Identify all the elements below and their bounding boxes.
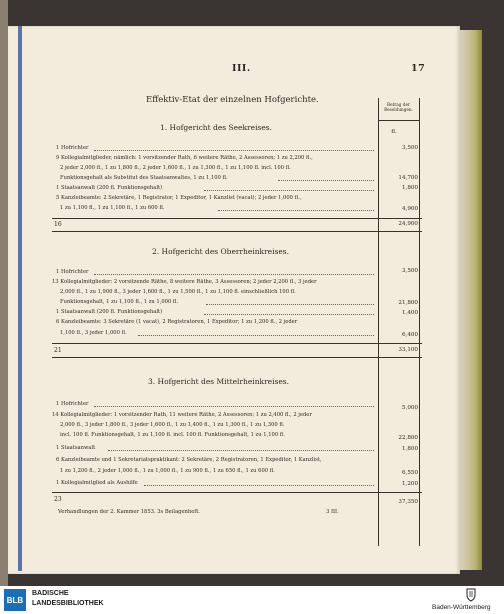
section3-line3: 2,000 fl., 3 jeder 1,800 fl., 3 jeder 1,600 fl., 1 zu 1,400 fl., 1 zu 1,300 fl., 1 zu 1,300 fl. <box>60 422 285 428</box>
section2-total-rule <box>52 343 422 344</box>
blb-logo[interactable]: BLB <box>4 589 26 611</box>
left-margin-line <box>18 26 22 571</box>
section3-total-count: 23 <box>54 496 62 503</box>
section2-bottom-rule <box>52 357 422 358</box>
section2-amount4: 21,800 <box>398 300 418 306</box>
section3-line2: 14 Kollegialmitglieder: 1 vorsitzender Rath, 11 weitere Räthe, 2 Assessoren; 1 zu 2,400 fl., 2 jeder <box>52 412 312 418</box>
section3-amount4: 22,800 <box>398 435 418 441</box>
column-header-line2: Besoldungen. <box>384 107 413 113</box>
section2-line1: 1 Hofrichter <box>56 269 89 275</box>
footer-right: 3 III. <box>326 509 339 515</box>
column-header-line1: Betrag der <box>387 102 410 107</box>
section3-total-rule <box>52 492 422 493</box>
section-title-1: 1. Hofgericht des Seekreises. <box>160 123 272 132</box>
section2-total-count: 21 <box>54 347 62 354</box>
column-header <box>380 102 417 113</box>
section2-line4: Funktionsgehalt, 1 zu 1,100 fl., 1 zu 1,000 fl. <box>60 299 179 305</box>
section1-line3: 2 jeder 2,000 fl., 1 zu 1,800 fl., 2 jeder 1,600 fl., 1 zu 1,300 fl., 1 zu 1,100 fl. incl. 100 fl. <box>60 165 291 171</box>
section2-amount7: 6,400 <box>401 332 418 338</box>
section1-line7: 1 zu 1,100 fl., 1 zu 1,100 fl., 1 zu 600 fl. <box>60 205 165 211</box>
leader-dots <box>278 180 374 181</box>
left-binding-edge <box>0 0 8 586</box>
section2-line7: 1,100 fl., 3 jeder 1,000 fl. <box>60 330 127 336</box>
section3-line7: 1 zu 1,200 fl., 2 jeder 1,000 fl., 1 zu 1,000 fl., 1 zu 900 fl., 1 zu 650 fl., 1 zu 600 fl. <box>60 468 275 474</box>
section3-line4: incl. 100 fl. Funktionsgehalt, 1 zu 1,100 fl. incl. 100 fl. Funktionsgehalt, 1 zu 1,100 fl. <box>60 432 285 438</box>
amount-column <box>378 98 420 546</box>
section3-amount8: 1,200 <box>401 481 418 487</box>
column-header-rule <box>378 120 420 121</box>
section-title-3: 3. Hofgericht des Mittelrheinkreises. <box>148 377 290 386</box>
section1-amount4: 14,700 <box>398 175 418 181</box>
section1-line4: Funktionsgehalt als Substitut des Staatsanwaltes, 1 zu 1,100 fl. <box>60 175 228 181</box>
section1-total-rule <box>52 218 422 219</box>
unit-label: fl. <box>391 129 397 135</box>
section3-amount1: 5,000 <box>401 405 418 411</box>
section3-amount7: 6,550 <box>401 470 418 476</box>
section2-line5: 1 Staatsanwalt (200 fl. Funktionsgehalt) <box>56 309 163 315</box>
page-title: Effektiv-Etat der einzelnen Hofgerichte. <box>146 95 319 105</box>
section3-line5: 1 Staatsanwalt <box>56 445 96 451</box>
section1-amount7: 4,900 <box>401 206 418 212</box>
section2-line6: 6 Kanzleibeamte: 3 Sekretäre (1 vacat), 2 Registratoren, 1 Expeditor; 1 zu 1,200 fl., 2 jeder <box>56 319 298 325</box>
document-page <box>8 26 460 574</box>
library-name-line1: BADISCHE <box>32 590 69 597</box>
leader-dots <box>94 274 374 275</box>
section2-line3: 2,000 fl., 1 zu 1,900 fl., 3 jeder 1,600 fl., 1 zu 1,500 fl., 1 zu 1,100 fl. einschließlich 100 fl. <box>60 289 296 295</box>
section2-amount5: 1,400 <box>401 310 418 316</box>
library-name-line2: LANDESBIBLIOTHEK <box>32 600 104 607</box>
section3-line8: 1 Kollegialmitglied als Aushilfe <box>56 480 138 486</box>
section2-line2: 13 Kollegialmitglieder: 2 vorsitzende Räthe, 8 weitere Räthe, 3 Assessoren; 2 jeder 2,200 fl., 3 jeder <box>52 279 317 285</box>
section1-total: 24,900 <box>398 221 418 227</box>
leader-dots <box>94 150 374 151</box>
leader-dots <box>218 210 374 211</box>
footer-left: Verhandlungen der 2. Kammer 1853. 3s Beilagenheft. <box>58 509 200 515</box>
leader-dots <box>108 450 374 451</box>
section2-amount1: 3,500 <box>401 268 418 274</box>
leader-dots <box>204 190 374 191</box>
section3-line1: 1 Hofrichter <box>56 401 89 407</box>
section1-line6: 5 Kanzleibeamte: 2 Sekretäre, 1 Registrator, 1 Expeditor, 1 Kanzlist (vacat); 2 jeder 1,000 fl., <box>56 195 302 201</box>
section1-line2: 9 Kollegialmitglieder, nämlich: 1 vorsitzender Rath, 6 weitere Räthe, 2 Assessoren; 1 zu 2,200 fl., <box>56 155 313 161</box>
leader-dots <box>94 406 374 407</box>
section3-total: 37,350 <box>398 499 418 505</box>
section2-total: 33,100 <box>398 347 418 353</box>
section3-amount5: 1,800 <box>401 446 418 452</box>
leader-dots <box>206 304 374 305</box>
leader-dots <box>204 314 374 315</box>
page-fore-edge <box>460 30 482 570</box>
leader-dots <box>138 335 374 336</box>
section3-line6: 6 Kanzleibeamte und 1 Sekretariatspraktikant: 2 Sekretäre, 2 Registratoren, 1 Expeditor, 1 Kanzlist, <box>56 457 322 463</box>
state-label: Baden-Württemberg <box>432 604 491 611</box>
leader-dots <box>144 485 374 486</box>
section-numeral: III. <box>232 63 251 74</box>
section-title-2: 2. Hofgericht des Oberrheinkreises. <box>152 247 290 256</box>
page-number: 17 <box>411 63 426 74</box>
baden-wuerttemberg-crest-icon <box>464 588 478 602</box>
section1-amount5: 1,800 <box>401 185 418 191</box>
section1-amount1: 3,500 <box>401 145 418 151</box>
section1-bottom-rule <box>52 231 422 232</box>
section1-total-count: 16 <box>54 221 62 228</box>
section1-line1: 1 Hofrichter <box>56 145 89 151</box>
section1-line5: 1 Staatsanwalt (200 fl. Funktionsgehalt) <box>56 185 163 191</box>
